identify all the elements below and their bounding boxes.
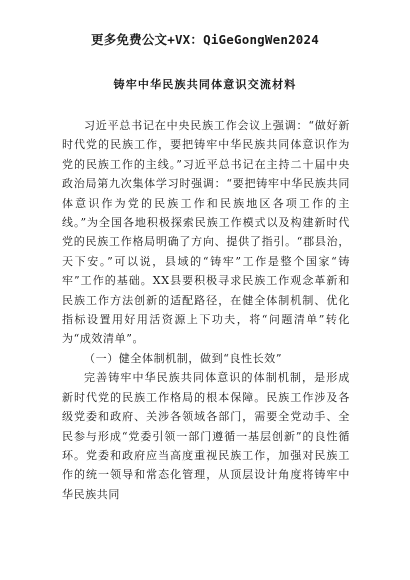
document-body <box>62 116 350 504</box>
promo-header: 更多免费公文+VX：QiGeGongWen2024 <box>91 32 319 47</box>
paragraph-intro: 习近平总书记在中央民族工作会议上强调：“做好新时代党的民族工作，要把铸牢中华民族共同体意识作为党的民族工作的主线。”习近平总书记在主持二十届中央政治局第九次集体学习时强调：“要把铸牢中华民族共同体意识作为党的民族工作和民族地区各项工作的主线。”为全国各地积极探索民族工作模式以及构建新时代党的民族工作格局明确了方向、提供了指引。“郡县治，天下安。”可以说，县域的“铸牢”工作是整个国家“铸牢”工作的基础。XX县要积极寻求民族工作观念革新和民族工作方法创新的适配路径，在健全体制机制、优化指标设置用好用活资源上下功夫，将“问题清单”转化为“成效清单”。 <box>62 119 350 346</box>
document-title: 铸牢中华民族共同体意识交流材料 <box>113 78 297 91</box>
section-heading: （一）健全体制机制，做到“良性长效” <box>84 351 283 365</box>
paragraph-body: 完善铸牢中华民族共同体意识的体制机制，是形成新时代党的民族工作格局的根本保障。民族工作涉及各级党委和政府、关涉各领域各部门，需要全党动手、全民参与形成“党委引领一部门遵循一基层创新”的良性循环。党委和政府应当高度重视民族工作，加强对民族工作的统一领导和常态化管理，从顶层设计角度将铸牢中华民族共同 <box>62 371 350 501</box>
